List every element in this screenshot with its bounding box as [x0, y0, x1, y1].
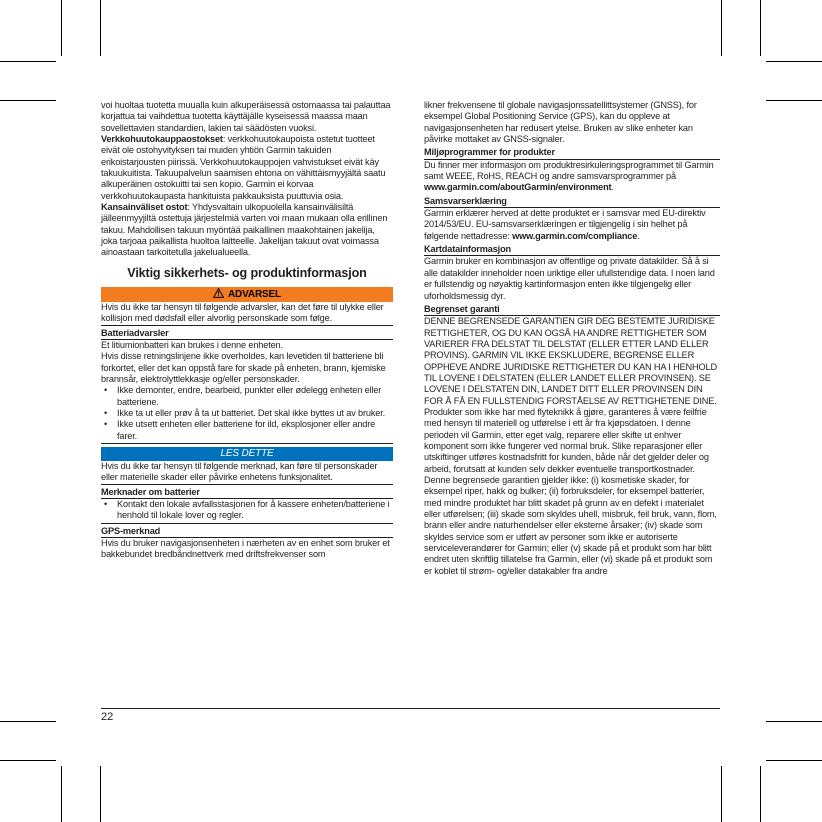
auction-text: : verkkohuutokaupoista ostetut tuotteet eivät ole ostohyvityksen tai muiden yhtiön Garmin takuiden erikoistarjousten piirissä. Verkkohuutokauppojen vahvistukset eivät käy takuukuitista. Takuupalvelun saamisen ehtona on vähittäismyyjältä saatu alkuperäinen ostokuitti tai sen kopio. Garmin ei korvaa verkkohuutokaupasta hankituista pakkauksista puuttuvia osia. [101, 134, 386, 201]
gps-heading: GPS-merknad [101, 526, 393, 538]
footer-rule [101, 708, 720, 709]
crop-mark [0, 100, 56, 101]
environment-paragraph: Du finner mer informasjon om produktresirkuleringsprogrammet til Garmin samt WEEE, RoHS, REACH og andre samsvarsprogrammer på www.garmin.com/aboutGarmin/environment. [424, 159, 714, 193]
crop-mark [766, 100, 822, 101]
conformity-heading: Samsvarserklæring [424, 196, 720, 208]
map-data-heading: Kartdatainformasjon [424, 244, 720, 256]
environment-link[interactable]: www.garmin.com/aboutGarmin/environment [424, 182, 612, 193]
crop-mark [721, 0, 722, 56]
auction-label: Verkkohuutokauppaostokset [101, 134, 223, 145]
crop-mark [0, 760, 56, 761]
crop-mark [766, 760, 822, 761]
limited-warranty-heading: Begrenset garanti [424, 304, 720, 316]
disposal-list [101, 499, 393, 524]
list-item: • Ikke utsett enheten eller batteriene for ild, eksplosjoner eller andre farer. [104, 419, 376, 441]
crop-mark [766, 721, 822, 722]
international-paragraph [101, 202, 393, 259]
compliance-link[interactable]: www.garmin.com/compliance [512, 230, 638, 241]
map-data-paragraph: Garmin bruker en kombinasjon av offentlige og private datakilder. Så å si alle datakilder inneholder noen uriktige eller ufullstendige data. I noen land er fullstendig og nøyaktig kartinformasjon enten ikke tilgjengelig eller uforholdsmessig dyr. [424, 256, 715, 301]
conformity-paragraph: Garmin erklærer herved at dette produktet er i samsvar med EU-direktiv 2014/53/EU. EU-samsvarserklæringen er tilgjengelig i sin helhet på følgende nettadresse: www.garmin.com/compliance. [424, 208, 706, 241]
crop-mark [61, 766, 62, 822]
crop-mark [100, 0, 101, 56]
crop-mark [766, 61, 822, 62]
crop-mark [760, 0, 761, 56]
notice-banner [101, 447, 393, 461]
gps-paragraph: Hvis du bruker navigasjonsenheten i nærheten av en enhet som bruker et bakkebundet bredbåndnettverk med driftsfrekvenser som [101, 538, 390, 560]
international-text: : Yhdysvaltain ulkopuolella kansainvälisiltä jälleenmyyjiltä ostettuja järjestelmiä varten voi maan mukaan olla erillinen takuu. Mahdollisen takuun myöntää paikallinen maakohtainen jakelija, joka tarjoaa paikallista huoltoa laitteelle. Jakelijan takuut ovat voimassa ainoastaan tarkoitetulla jakelualueella. [101, 202, 388, 258]
battery-heading: Batteriadvarsler [101, 328, 393, 340]
limited-warranty-text: Produkter som ikke har med flyteknikk å gjøre, garanteres å være feilfrie med hensyn til materiell og utførelse i ett år fra kjøpsdatoen. I denne perioden vil Garmin, etter eget valg, reparere eller skifte ut enhver komponent som ikke fungerer ved normal bruk. Slike reparasjoner eller utskiftinger utføres kostnadsfritt for kunden, både når det gjelder deler og arbeid, forutsatt at kunden selv dekker eventuelle transportkostnader. Denne begrensede garantien gjelder ikke: (i) kosmetiske skader, for eksempel riper, hakk og bulker; (ii) forbruksdeler, for eksempel batterier, med mindre produktet har blitt skadet på grunn av en defekt i materialet eller utførelsen; (iii) skade som skyldes uhell, misbruk, feil bruk, vann, flom, brann eller andre naturhendelser eller eksterne årsaker; (iv) skade som skyldes service som er utført av personer som ikke er autoriserte serviceleverandører for Garmin; eller (v) skade på et produkt som har blitt endret uten skriftlig tillatelse fra Garmin, eller (vi) skade på et produkt som er koblet til strøm- og/eller datakabler fra andre [424, 406, 717, 576]
crop-mark [760, 766, 761, 822]
auction-paragraph [101, 134, 393, 202]
warning-triangle-icon [213, 288, 224, 301]
list-item: • Ikke ta ut eller prøv å ta ut batteriet. Det skal ikke byttes ut av bruker. [104, 407, 386, 418]
warning-banner [101, 287, 393, 302]
crop-mark [61, 0, 62, 56]
list-item: • Ikke demonter, endre, bearbeid, punkter eller ødelegg enheten eller batteriene. [104, 385, 382, 407]
battery-paragraph-1: Et litiumionbatteri kan brukes i denne enheten. [101, 339, 283, 350]
right-column [424, 100, 720, 577]
international-label: Kansainväliset ostot [101, 202, 188, 213]
limited-warranty-caps: DENNE BEGRENSEDE GARANTIEN GIR DEG BESTEMTE JURIDISKE RETTIGHETER, OG DU KAN OGSÅ HA ANDRE RETTIGHETER SOM VARIERER FRA DELSTAT TIL DELSTAT (ELLER ETTER LAND ELLER PROVINS). GARMIN VIL IKKE EKSKLUDERE, BEGRENSE ELLER OPPHEVE ANDRE JURIDISKE RETTIGHETER DU KAN HA I HENHOLD TIL LOVENE I DELSTATEN (ELLER LANDET ELLER PROVINSEN). SE LOVENE I DELSTATEN DIN, LANDET DITT ELLER PROVINSEN DIN FOR Å FÅ EN FULLSTENDIG FORSTÅELSE AV RETTIGHETENE DINE. [424, 316, 717, 406]
intro-paragraph: voi huoltaa tuotetta muualla kuin alkuperäisessä ostomaassa tai palauttaa korjattua tai vaihdettua tuotetta käyttäjälle kyseisessä maassa maan sovellettavien standardien, lakien tai säädösten vuoksi. [101, 100, 391, 133]
crop-mark [0, 61, 56, 62]
warning-label: ADVARSEL [227, 288, 282, 300]
battery-list [101, 385, 393, 444]
page-number: 22 [101, 711, 114, 723]
warning-text: Hvis du ikke tar hensyn til følgende advarsler, kan det føre til ulykke eller kollisjon med dødsfall eller alvorlig personskade som følge. [101, 302, 393, 326]
disposal-heading: Merknader om batterier [101, 487, 393, 499]
section-title: Viktig sikkerhets- og produktinformasjon [127, 265, 367, 280]
left-column [101, 100, 393, 561]
notice-text: Hvis du ikke tar hensyn til følgende merknad, kan føre til personskader eller materielle skader eller påvirke enhetens funksjonalitet. [101, 461, 393, 485]
crop-mark [721, 766, 722, 822]
environment-heading: Miljøprogrammer for produkter [424, 147, 720, 159]
list-item: • Kontakt den lokale avfallsstasjonen for å kassere enheten/batteriene i henhold til lokale lover og regler. [104, 498, 390, 521]
gps-continued: likner frekvensene til globale navigasjonssatellittsystemer (GNSS), for eksempel Global Positioning Service (GPS), kan du oppleve at navigasjonsenheten har redusert ytelse. Bruken av slike enheter kan påvirke mottaket av GNSS-signaler. [424, 100, 697, 145]
crop-mark [0, 721, 56, 722]
crop-mark [100, 766, 101, 822]
notice-label: LES DETTE [220, 447, 274, 459]
battery-paragraph-2: Hvis disse retningslinjene ikke overholdes, kan levetiden til batteriene bli forkortet, eller det kan oppstå fare for skade på enheten, brann, kjemiske brannsår, elektrolyttlekkasje og/eller personskader. [101, 351, 386, 384]
